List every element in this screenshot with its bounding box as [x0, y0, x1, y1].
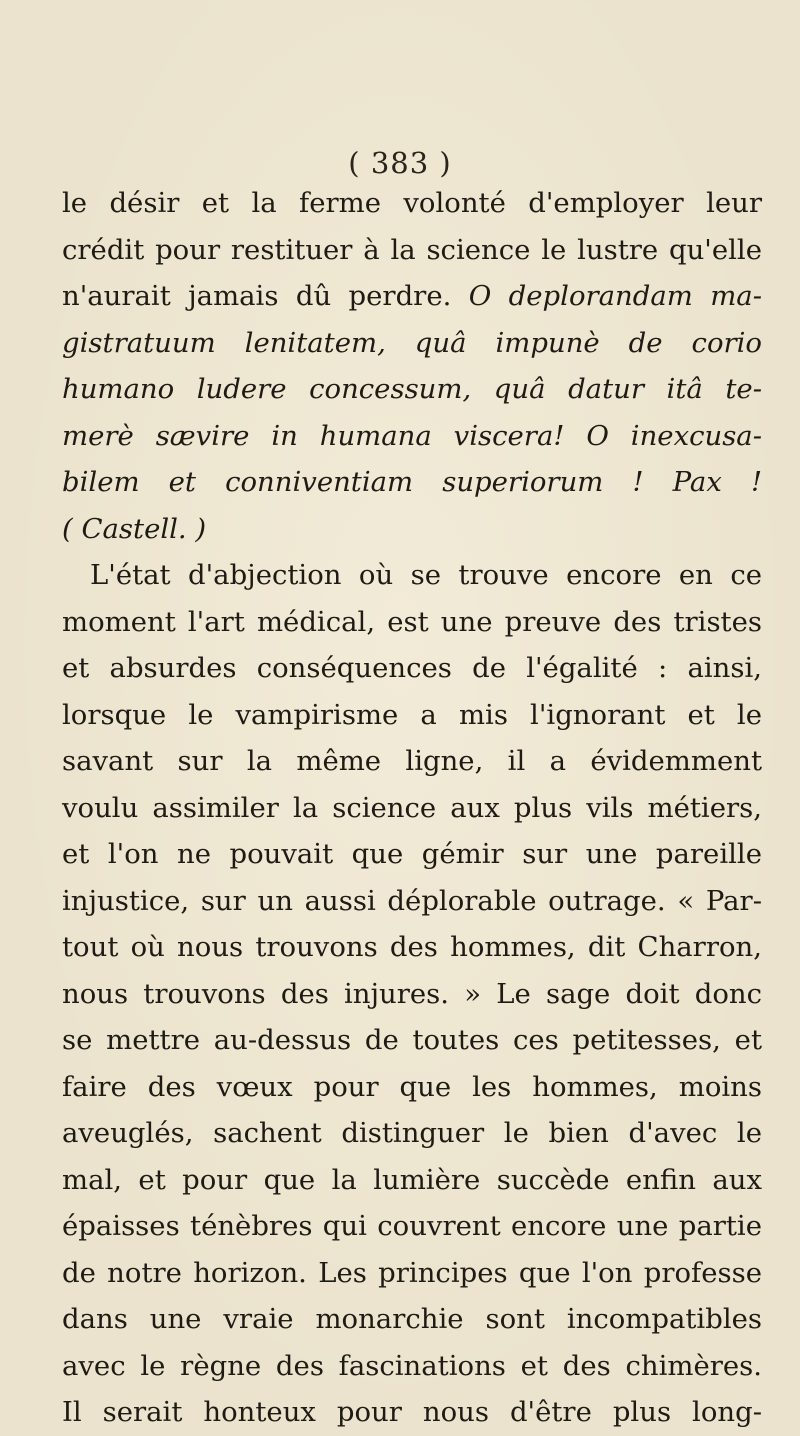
text-line: L'état d'abjection où se trouve encore en ce [90, 559, 762, 591]
text-line: mal, et pour que la lumière succède enfin aux [62, 1163, 762, 1196]
text-line: et l'on ne pouvait que gémir sur une pareille [62, 838, 762, 870]
text-line: voulu assimiler la science aux plus vils métiers, [62, 791, 762, 824]
body-text [62, 180, 762, 1436]
text-line: gistratuum lenitatem, quâ impunè de corio [62, 326, 762, 359]
text-line: Il serait honteux pour nous d'être plus long- [62, 1396, 762, 1428]
text-line: humano ludere concessum, quâ datur itâ te- [62, 373, 762, 405]
text-line [62, 273, 762, 320]
text-line: crédit pour restituer à la science le lustre qu'elle [62, 233, 762, 266]
text-line: faire des vœux pour que les hommes, moins [62, 1070, 762, 1103]
text-line: tout où nous trouvons des hommes, dit Charron, [62, 931, 762, 963]
text-line: se mettre au-dessus de toutes ces petitesses, et [62, 1024, 762, 1056]
text-line: merè sævire in humana viscera! O inexcusa- [62, 419, 762, 452]
text-line: épaisses ténèbres qui couvrent encore une partie [62, 1210, 762, 1242]
text-line: lorsque le vampirisme a mis l'ignorant et le [62, 698, 762, 731]
text-line-italic: O deplorandam ma- [468, 280, 762, 312]
text-line: avec le règne des fascinations et des chimères. [62, 1349, 762, 1382]
text-line: moment l'art médical, est une preuve des tristes [62, 605, 762, 638]
page-number: ( 383 ) [348, 146, 452, 180]
text-line: nous trouvons des injures. » Le sage doit donc [62, 977, 762, 1010]
text-line: injustice, sur un aussi déplorable outrage. « Par- [62, 884, 762, 917]
text-line: bilem et conniventiam superiorum ! Pax ! [62, 466, 762, 498]
text-line: le désir et la ferme volonté d'employer leur [62, 187, 762, 219]
text-line: dans une vraie monarchie sont incompatibles [62, 1303, 762, 1335]
text-line-roman: n'aurait jamais dû perdre. [62, 280, 469, 312]
text-line: aveuglés, sachent distinguer le bien d'avec le [62, 1117, 762, 1149]
text-line: et absurdes conséquences de l'égalité : ainsi, [62, 652, 762, 684]
text-line: ( Castell. ) [62, 512, 207, 545]
text-line: savant sur la même ligne, il a évidemment [62, 745, 762, 777]
text-line: de notre horizon. Les principes que l'on professe [62, 1256, 762, 1289]
